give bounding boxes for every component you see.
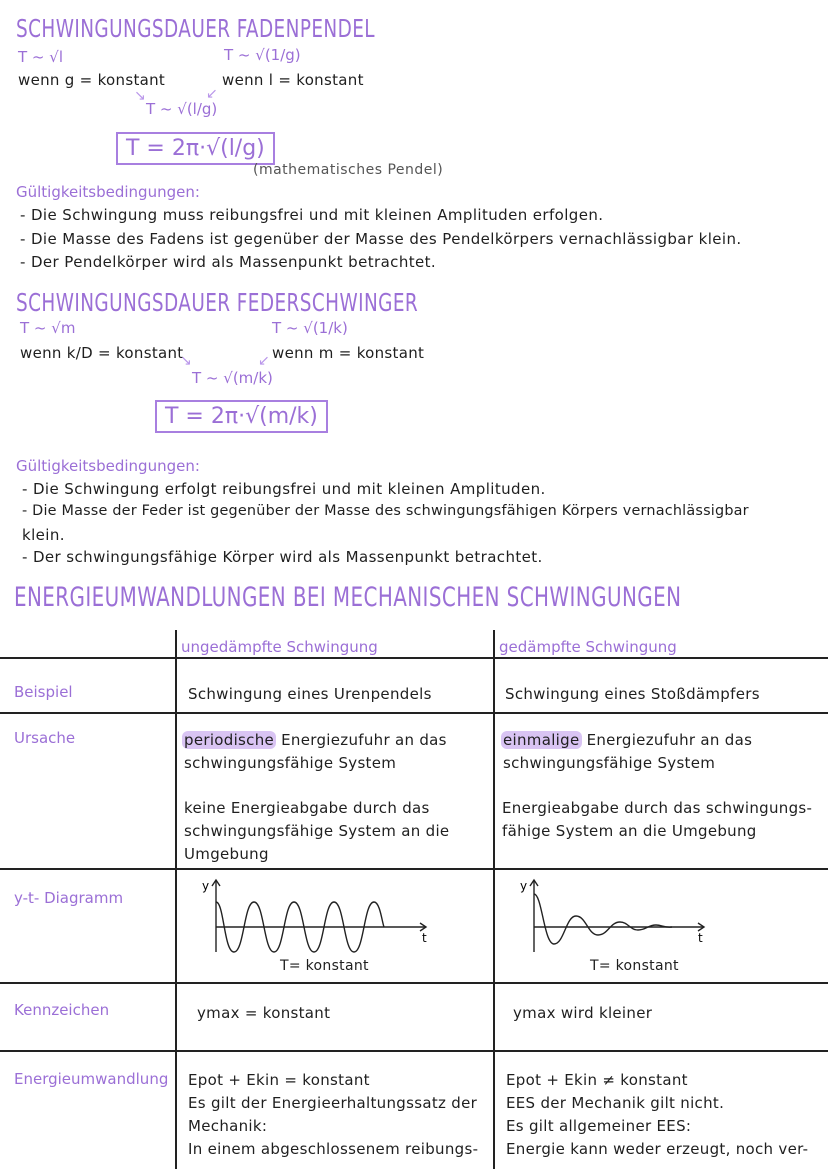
validity-bullet: - Die Schwingung muss reibungsfrei und mit kleinen Amplituden erfolgen. xyxy=(20,206,604,224)
table-column-divider xyxy=(175,630,177,1169)
validity-bullet: - Die Masse der Feder ist gegenüber der Masse des schwingungsfähigen Körpers vernachlässigbar xyxy=(22,503,749,519)
spring-formula-box: T = 2π·√(m/k) xyxy=(155,400,328,433)
y-axis-label: y xyxy=(520,879,528,893)
cell-ursache-undamped-p2: Umgebung xyxy=(184,845,269,863)
row-label-energie: Energieumwandlung xyxy=(14,1070,169,1088)
validity-bullet: - Die Masse des Fadens ist gegenüber der Masse des Pendelkörpers vernachlässigbar klein. xyxy=(20,230,742,248)
highlight-periodisch: periodische xyxy=(184,731,275,749)
column-header-undamped: ungedämpfte Schwingung xyxy=(181,638,378,656)
section3-title: ENERGIEUMWANDLUNGEN BEI MECHANISCHEN SCHWINGUNGEN xyxy=(14,582,682,613)
condition-k-constant: wenn k/D = konstant xyxy=(20,344,184,362)
validity-bullet: - Der schwingungsfähige Körper wird als Massenpunkt betrachtet. xyxy=(22,548,543,566)
cell-beispiel-undamped: Schwingung eines Urenpendels xyxy=(188,685,432,703)
column-header-damped: gedämpfte Schwingung xyxy=(499,638,677,656)
t-axis-label: t xyxy=(698,931,703,945)
cell-ursache-damped-p2: fähige System an die Umgebung xyxy=(502,822,757,840)
damped-wave xyxy=(534,894,672,944)
cell-energie-damped: Epot + Ekin ≠ konstant xyxy=(506,1071,688,1089)
table-row-divider xyxy=(0,1050,828,1052)
cell-ursache-undamped-p2: schwingungsfähige System an die xyxy=(184,822,450,840)
relation-spring: T ~ √(1/k) xyxy=(272,319,348,337)
table-row-divider xyxy=(0,712,828,714)
cell-energie-damped: EES der Mechanik gilt nicht. xyxy=(506,1094,725,1112)
cell-beispiel-damped: Schwingung eines Stoßdämpfers xyxy=(505,685,760,703)
section1-title: SCHWINGUNGSDAUER FADENPENDEL xyxy=(16,14,375,43)
condition-g-constant: wenn g = konstant xyxy=(18,71,166,89)
relation-mass: T ~ √m xyxy=(20,319,76,337)
cell-energie-damped: Es gilt allgemeiner EES: xyxy=(506,1117,692,1135)
highlight-einmalig: einmalige xyxy=(503,731,580,749)
table-column-divider xyxy=(493,630,495,1169)
relation-gravity: T ~ √(1/g) xyxy=(224,46,301,64)
pendulum-formula-box: T = 2π·√(l/g) xyxy=(116,132,275,165)
cell-kennzeichen-undamped: ymax = konstant xyxy=(197,1004,331,1022)
cell-ursache-damped-line1: einmalige Energiezufuhr an das xyxy=(503,731,753,749)
combined-relation: T ~ √(m/k) xyxy=(192,369,273,387)
damped-caption: T= konstant xyxy=(590,958,679,974)
arrow-down-right-icon: ↘ xyxy=(134,88,146,104)
row-label-diagramm: y-t- Diagramm xyxy=(14,889,124,907)
cell-energie-undamped: Mechanik: xyxy=(188,1117,268,1135)
table-row-divider xyxy=(0,657,828,659)
relation-length: T ~ √l xyxy=(18,48,63,66)
validity-bullet: - Der Pendelkörper wird als Massenpunkt betrachtet. xyxy=(20,253,437,271)
cell-ursache-damped-line2: schwingungsfähige System xyxy=(503,754,716,772)
arrow-down-left-icon: ↙ xyxy=(206,86,218,102)
row-label-beispiel: Beispiel xyxy=(14,683,73,701)
cell-ursache-undamped-line2: schwingungsfähige System xyxy=(184,754,397,772)
cell-energie-undamped: Epot + Ekin = konstant xyxy=(188,1071,370,1089)
cell-energie-undamped: In einem abgeschlossenem reibungs- xyxy=(188,1140,479,1158)
arrow-down-right-icon: ↘ xyxy=(180,353,192,369)
undamped-caption: T= konstant xyxy=(280,958,369,974)
cell-energie-undamped: Es gilt der Energieerhaltungssatz der xyxy=(188,1094,478,1112)
condition-m-constant: wenn m = konstant xyxy=(272,344,425,362)
t-axis-label: t xyxy=(422,931,427,945)
validity-title-2: Gültigkeitsbedingungen: xyxy=(16,457,200,475)
cell-ursache-undamped-line1: periodische Energiezufuhr an das xyxy=(184,731,447,749)
validity-bullet: klein. xyxy=(22,526,65,544)
table-row-divider xyxy=(0,868,828,870)
cell-energie-damped: Energie kann weder erzeugt, noch ver- xyxy=(506,1140,809,1158)
damped-oscillation-graph xyxy=(508,872,718,962)
row-label-kennzeichen: Kennzeichen xyxy=(14,1001,110,1019)
condition-l-constant: wenn l = konstant xyxy=(222,71,364,89)
arrow-down-left-icon: ↙ xyxy=(258,353,270,369)
cell-kennzeichen-damped: ymax wird kleiner xyxy=(513,1004,653,1022)
section2-title: SCHWINGUNGSDAUER FEDERSCHWINGER xyxy=(16,288,419,317)
cell-ursache-damped-p2: Energieabgabe durch das schwingungs- xyxy=(502,799,813,817)
undamped-oscillation-graph xyxy=(190,872,440,962)
y-axis-label: y xyxy=(202,879,210,893)
validity-bullet: - Die Schwingung erfolgt reibungsfrei und mit kleinen Amplituden. xyxy=(22,480,546,498)
pendulum-note: (mathematisches Pendel) xyxy=(253,162,444,178)
validity-title-1: Gültigkeitsbedingungen: xyxy=(16,183,200,201)
table-row-divider xyxy=(0,982,828,984)
row-label-ursache: Ursache xyxy=(14,729,76,747)
cell-ursache-undamped-p2: keine Energieabgabe durch das xyxy=(184,799,430,817)
combined-relation: T ~ √(l/g) xyxy=(146,100,218,118)
